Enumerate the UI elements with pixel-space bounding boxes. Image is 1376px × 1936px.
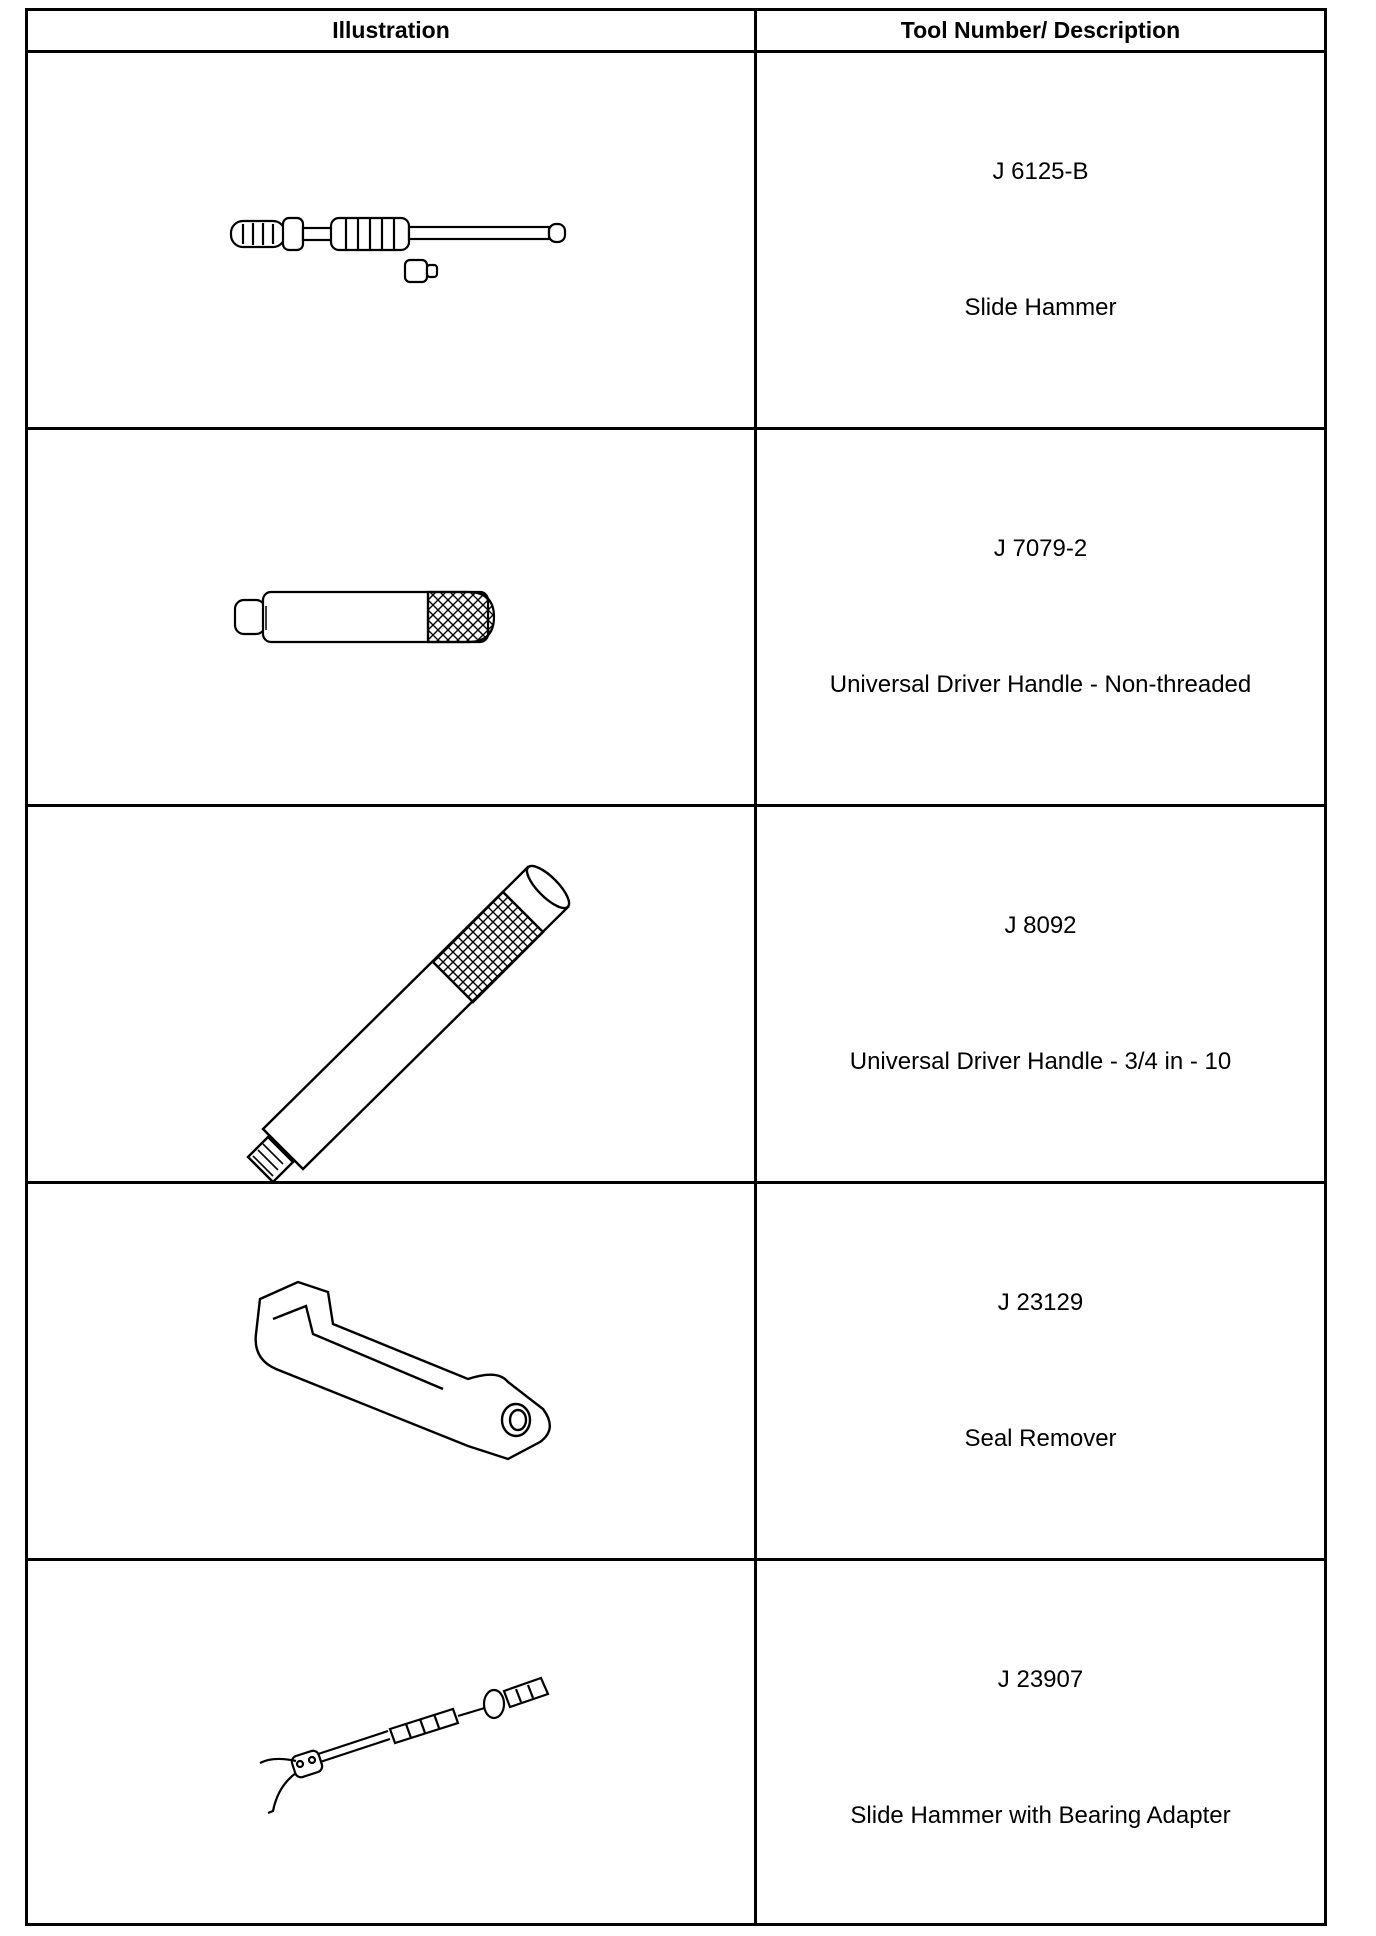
- tool-number: J 23129: [997, 1289, 1084, 1316]
- tool-name: Universal Driver Handle - 3/4 in - 10: [849, 1048, 1232, 1075]
- tool-table: [25, 8, 1327, 1926]
- table-row: [28, 807, 1324, 1184]
- table-header: [28, 11, 1324, 53]
- tool-number: J 6125-B: [992, 158, 1089, 185]
- tool-description-cell: [757, 807, 1324, 1181]
- seal-remover-icon: [28, 1184, 754, 1558]
- tool-number: J 7079-2: [993, 535, 1088, 562]
- tool-name: Universal Driver Handle - Non-threaded: [829, 671, 1252, 698]
- header-description: Tool Number/ Description: [900, 17, 1181, 43]
- tool-number: J 23907: [997, 1666, 1084, 1693]
- table-row: [28, 1184, 1324, 1561]
- tool-description-cell: [757, 1184, 1324, 1558]
- slide-hammer-icon: [28, 53, 754, 427]
- threaded-driver-handle-icon: [28, 807, 754, 1181]
- tool-description-cell: [757, 1561, 1324, 1923]
- table-row: [28, 53, 1324, 430]
- header-illustration: Illustration: [332, 17, 450, 43]
- table-row: [28, 1561, 1324, 1923]
- tool-description-cell: [757, 53, 1324, 427]
- tool-number: J 8092: [1004, 912, 1077, 939]
- tool-description-cell: [757, 430, 1324, 804]
- tool-name: Slide Hammer with Bearing Adapter: [850, 1802, 1231, 1829]
- table-row: [28, 430, 1324, 807]
- slide-hammer-bearing-adapter-icon: [28, 1561, 754, 1923]
- driver-handle-icon: [28, 430, 754, 804]
- tool-name: Slide Hammer: [964, 294, 1117, 321]
- tool-name: Seal Remover: [964, 1425, 1117, 1452]
